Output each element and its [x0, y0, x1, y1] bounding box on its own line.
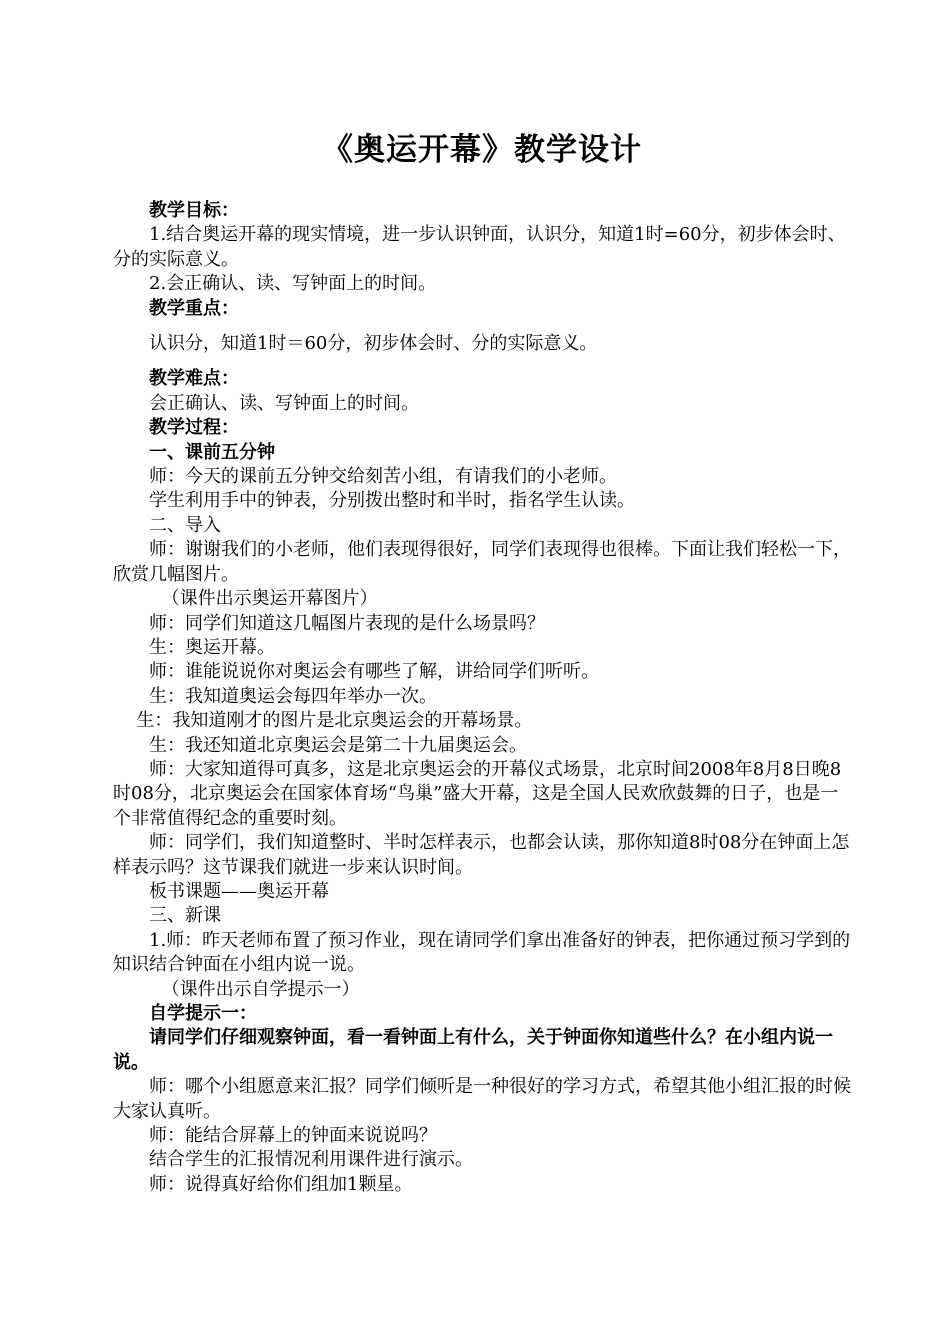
paragraph: 生：我还知道北京奥运会是第二十九届奥运会。: [149, 734, 527, 756]
hint-text: 请同学们仔细观察钟面，看一看钟面上有什么，关于钟面你知道些什么？在小组内说一说。: [113, 1027, 833, 1073]
document-title: 《奥运开幕》教学设计: [322, 132, 642, 168]
heading-difficulties: 教学难点：: [149, 368, 239, 390]
paragraph: 师：哪个小组愿意来汇报？同学们倾听是一种很好的学习方式，希望其他小组汇报的时候大家认真听。: [113, 1076, 851, 1122]
paragraph: 师：能结合屏幕上的钟面来说说吗？: [149, 1125, 437, 1147]
paragraph: 师：同学们，我们知道整时、半时怎样表示，也都会认读，那你知道8时08分在钟面上怎样表示吗？这节课我们就进一步来认识时间。: [113, 832, 850, 878]
section-heading: 一、课前五分钟: [149, 441, 275, 463]
paragraph: 认识分，知道1时＝60分，初步体会时、分的实际意义。: [149, 333, 598, 355]
section-heading: 三、新课: [149, 905, 221, 927]
heading-process: 教学过程：: [149, 417, 239, 439]
paragraph: 板书课题——奥运开幕: [149, 880, 329, 902]
paragraph: 师：谁能说说你对奥运会有哪些了解，讲给同学们听听。: [149, 661, 599, 683]
heading-objectives: 教学目标：: [149, 200, 239, 221]
document-body: [113, 199, 851, 1197]
paragraph: 1.师：昨天老师布置了预习作业，现在请同学们拿出准备好的钟表，把你通过预习学到的知识结合钟面在小组内说一说。: [113, 929, 851, 976]
paragraph: 结合学生的汇报情况利用课件进行演示。: [149, 1149, 473, 1171]
paragraph: 1.结合奥运开幕的现实情境，进一步认识钟面，认识分，知道1时=60分，初步体会时、分的实际意义。: [113, 224, 846, 270]
section-heading: 二、导入: [149, 514, 221, 536]
paragraph: （课件出示自学提示一）: [161, 978, 360, 1000]
paragraph: 2.会正确认、读、写钟面上的时间。: [149, 273, 437, 295]
paragraph: 生：奥运开幕。: [149, 636, 275, 658]
paragraph: 师：说得真好给你们组加1颗星。: [149, 1173, 413, 1195]
paragraph: 师：同学们知道这几幅图片表现的是什么场景吗？: [149, 612, 545, 634]
paragraph: 学生利用手中的钟表，分别拨出整时和半时，指名学生认读。: [149, 490, 635, 512]
paragraph: 生：我知道刚才的图片是北京奥运会的开幕场景。: [136, 710, 533, 732]
hint-heading: 自学提示一：: [149, 1003, 257, 1024]
paragraph: 师：大家知道得可真多，这是北京奥运会的开幕仪式场景，北京时间2008年8月8日晚8时08分，北京奥运会在国家体育场“鸟巢”盛大开幕，这是全国人民欢欣鼓舞的日子，也是一个非常值得纪念的重要时刻。: [113, 758, 842, 829]
paragraph: 生：我知道奥运会每四年举办一次。: [149, 685, 437, 707]
paragraph: 师：谢谢我们的小老师，他们表现得很好，同学们表现得也很棒。下面让我们轻松一下，欣赏几幅图片。: [113, 539, 851, 585]
heading-key-points: 教学重点：: [149, 297, 239, 319]
paragraph: （课件出示奥运开幕图片）: [161, 588, 378, 610]
paragraph: 师：今天的课前五分钟交给刻苦小组，有请我们的小老师。: [149, 466, 617, 488]
paragraph: 会正确认、读、写钟面上的时间。: [149, 392, 419, 414]
